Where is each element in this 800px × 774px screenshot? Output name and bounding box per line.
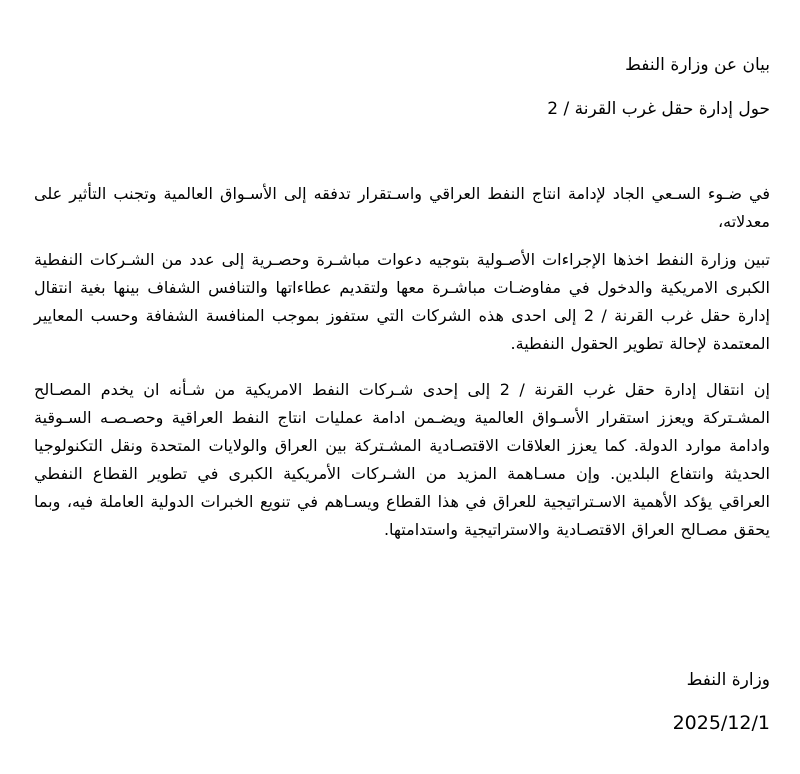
- statement-date: 2025/12/1: [672, 712, 770, 734]
- statement-subtitle: حول إدارة حقل غرب القرنة / 2: [547, 99, 770, 119]
- signature-ministry: وزارة النفط: [686, 670, 770, 690]
- statement-title: بيان عن وزارة النفط: [625, 55, 770, 75]
- paragraph-preamble: في ضـوء السـعي الجاد لإدامة انتاج النفط العراقي واسـتقرار تدفقه إلى الأسـواق العالمية وتجنب التأثير على معدلاته،: [34, 184, 770, 231]
- paragraph-benefits: إن انتقال إدارة حقل غرب القرنة / 2 إلى إحدى شـركات النفط الامريكية من شـأنه ان يخدم المصـالح المشـتركة ويعزز استقرار الأسـواق العالمية ويضـمن ادامة عمليات انتاج النفط العراقية وحصـصـه السـوقية وادامة موارد الدولة. كما يعزز العلاقات الاقتصـادية المشـتركة بين العراق والولايات المتحدة ونقل التكنولوجيا الحديثة وانتفاع البلدين. وإن مسـاهمة المزيد من الشـركات الأمريكية الكبرى في تطوير القطاع النفطي العراقي يؤكد الأهمية الاسـتراتيجية للعراق في هذا القطاع ويسـاهم في تنويع الخبرات الدولية العاملة فيه، وبما يحقق مصـالح العراق الاقتصـادية والاستراتيجية واستدامتها.: [34, 380, 771, 539]
- paragraph-procedures: تبين وزارة النفط اخذها الإجراءات الأصـولية بتوجيه دعوات مباشـرة وحصـرية إلى عدد من الشـركات النفطية الكبرى الامريكية والدخول في مفاوضـات مباشـرة معها ولتقديم عطاءاتها والتنافس الشفاف بينها بغية انتقال إدارة حقل غرب القرنة / 2 إلى احدى هذه الشركات التي ستفوز بموجب المنافسة الشفافة وحسب المعايير المعتمدة لإحالة تطوير الحقول النفطية.: [34, 250, 771, 353]
